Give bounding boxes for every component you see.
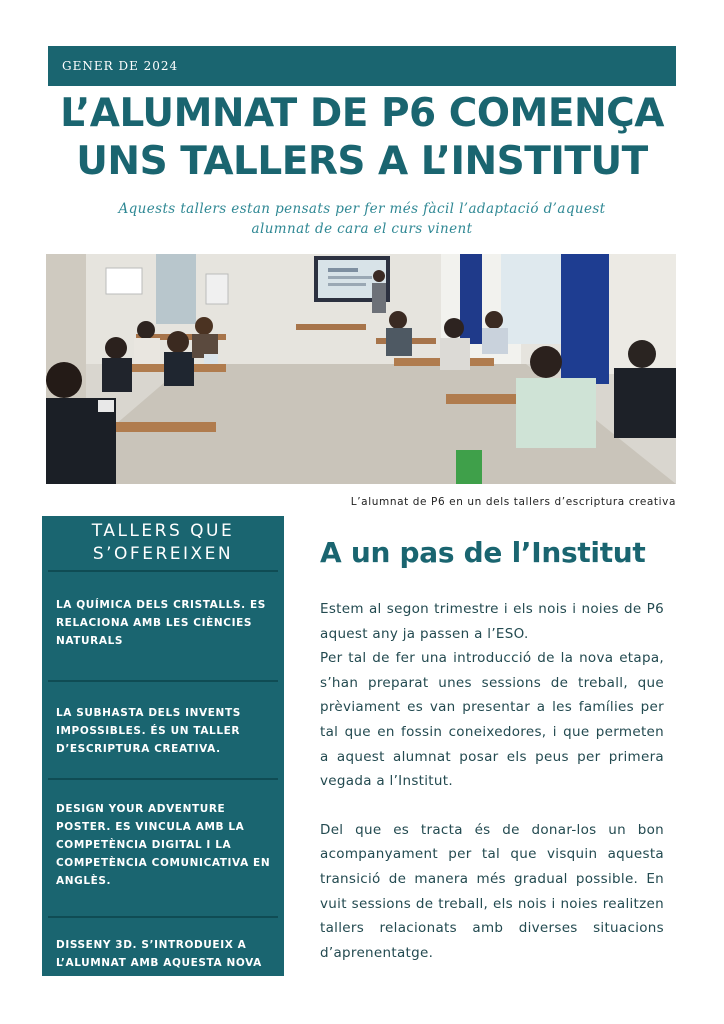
page-title bbox=[30, 90, 694, 186]
article-paragraph: Per tal de fer una introducció de la nova etapa, s’han preparat unes sessions de treball, que prèviament es van presentar a les famílies per tal que en fossin coneixedores, i que permeten a aquest alumnat posar els peus per primera vegada a l’Institut. bbox=[320, 650, 664, 790]
date-banner bbox=[48, 46, 676, 86]
article-body bbox=[320, 597, 664, 965]
issue-date: GENER DE 2024 bbox=[62, 59, 179, 73]
title-line-1: L’ALUMNAT DE P6 COMENÇA bbox=[60, 91, 664, 136]
article-paragraph: Del que es tracta és de donar-los un bon acompanyament per tal que visquin aquesta transició de manera més gradual possible. En vuit sessions de treball, els nois i noies realitzen tallers relacionats amb diverses situacions d’aprenentatge. bbox=[320, 821, 664, 961]
subtitle-line-1: Aquests tallers estan pensats per fer més fàcil l’adaptació d’aquest bbox=[118, 201, 606, 217]
sidebar-title-line-2: S’OFEREIXEN bbox=[92, 544, 234, 564]
sidebar-title bbox=[42, 516, 284, 570]
workshop-item: DISSENY 3D. S’INTRODUEIX A L’ALUMNAT AMB AQUESTA NOVA TECNOLOGIA. bbox=[48, 916, 278, 1000]
subtitle-line-2: alumnat de cara el curs vinent bbox=[251, 221, 473, 237]
article-paragraph: Estem al segon trimestre i els nois i noies de P6 aquest any ja passen a l’ESO. bbox=[320, 601, 664, 642]
workshop-item: LA SUBHASTA DELS INVENTS IMPOSSIBLES. ÉS UN TALLER D’ESCRIPTURA CREATIVA. bbox=[48, 680, 278, 778]
workshop-item: LA QUÍMICA DELS CRISTALLS. ES RELACIONA AMB LES CIÈNCIES NATURALS bbox=[48, 570, 278, 680]
sidebar-title-line-1: TALLERS QUE bbox=[91, 521, 235, 541]
workshops-sidebar bbox=[42, 516, 284, 987]
subtitle bbox=[60, 199, 664, 239]
workshop-item: DESIGN YOUR ADVENTURE POSTER. ES VINCULA AMB LA COMPETÈNCIA DIGITAL I LA COMPETÈNCIA COMUNICATIVA EN ANGLÈS. bbox=[48, 778, 278, 916]
classroom-photo bbox=[46, 254, 676, 484]
article-title: A un pas de l’Institut bbox=[320, 536, 646, 569]
title-line-2: UNS TALLERS A L’INSTITUT bbox=[76, 139, 648, 184]
photo-caption: L’alumnat de P6 en un dels tallers d’escriptura creativa bbox=[350, 496, 676, 508]
